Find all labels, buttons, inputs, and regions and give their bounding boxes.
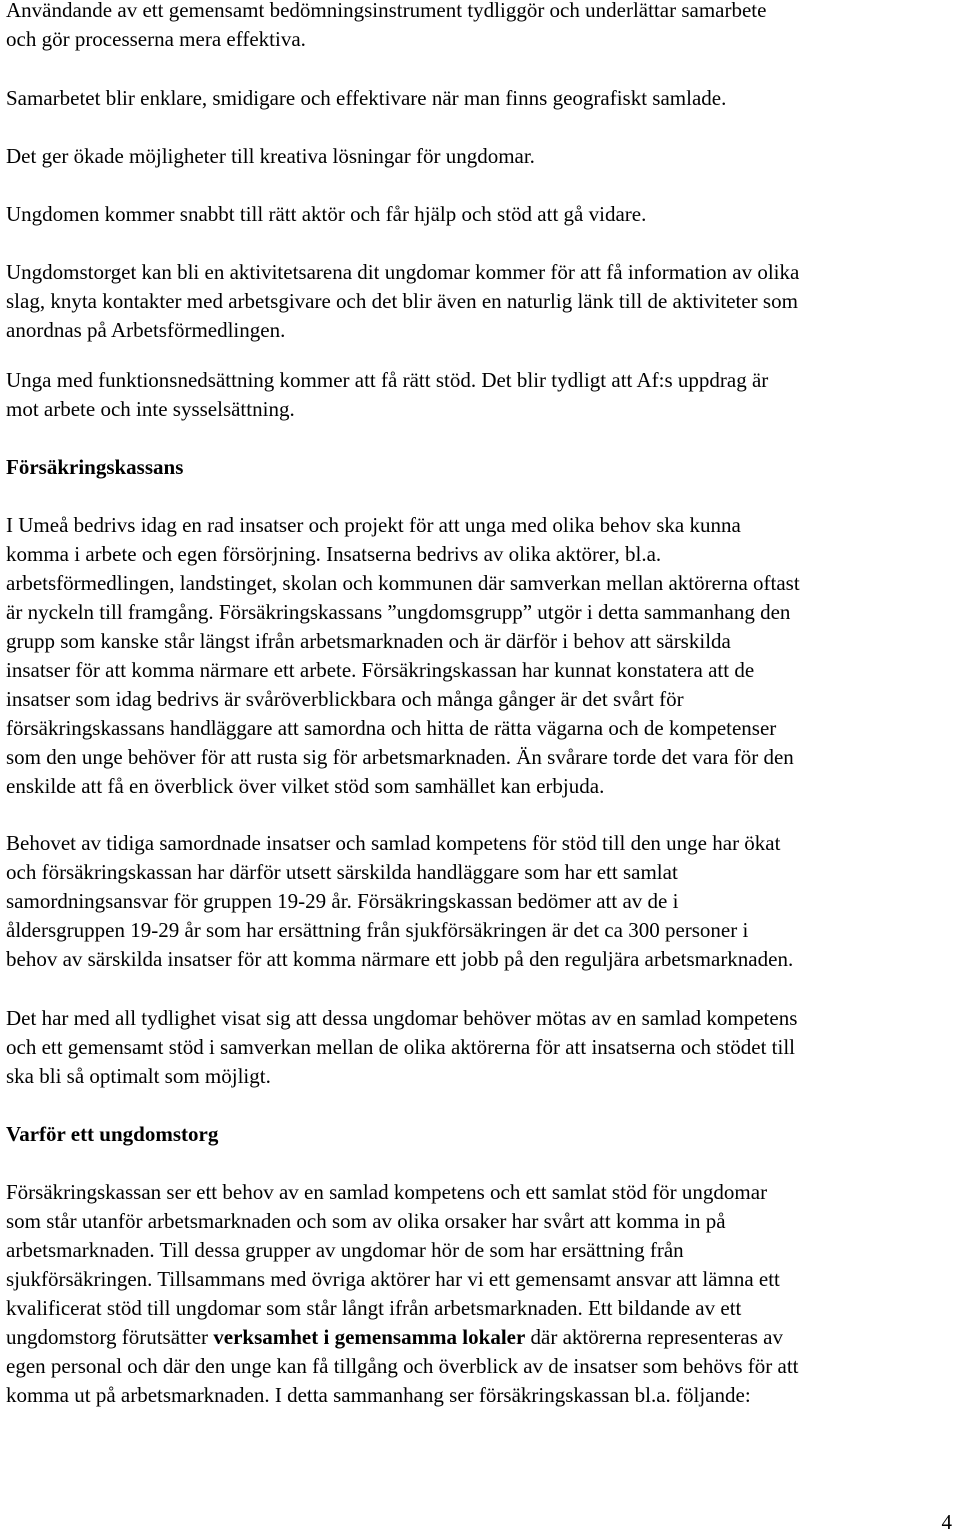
paragraph-coordinated-efforts: Behovet av tidiga samordnade insatser och samlad kompetens för stöd till den unge har ökat och försäkringskassan har därför utsett särskilda handläggare som har ett samlat samordningsansvar för gruppen 19-29 år. Försäkringskassan bedömer att av de i åldersgruppen 19-29 år som har ersättning från sjukförsäkringen är det ca 300 personer i behov av särskilda insatser för att komma närmare ett jobb på den reguljära arbetsmarknaden.: [6, 831, 794, 971]
paragraph-creative-solutions: Det ger ökade möjligheter till kreativa lösningar för ungdomar.: [6, 144, 535, 168]
heading-forsakringskassans: Försäkringskassans: [6, 455, 184, 479]
paragraph-need-for-youth-square: [6, 1178, 799, 1410]
paragraph-disability-support: Unga med funktionsnedsättning kommer att få rätt stöd. Det blir tydligt att Af:s uppdrag är mot arbete och inte sysselsättning.: [6, 368, 769, 421]
bold-shared-premises: verksamhet i gemensamma lokaler: [213, 1325, 526, 1349]
paragraph-youth-square-arena: Ungdomstorget kan bli en aktivitetsarena dit ungdomar kommer för att få information av olika slag, knyta kontakter med arbetsgivare och det blir även en naturlig länk till de aktiviteter som anordnas på Arbetsförmedlingen.: [6, 260, 800, 342]
paragraph-right-actor: Ungdomen kommer snabbt till rätt aktör och får hjälp och stöd att gå vidare.: [6, 202, 647, 226]
paragraph-text-after: där aktörerna representeras av egen personal och där den unge kan få tillgång och överblick av de insatser som behövs för att komma ut på arbetsmarknaden. I detta sammanhang ser försäkringskassan bl.a. följande:: [6, 1325, 799, 1407]
paragraph-assessment-tool: Användande av ett gemensamt bedömningsinstrument tydliggör och underlättar samarbete och gör processerna mera effektiva.: [6, 0, 767, 51]
heading-varfor-ungdomstorg: Varför ett ungdomstorg: [6, 1122, 219, 1146]
paragraph-text-before: Försäkringskassan ser ett behov av en samlad kompetens och ett samlat stöd för ungdomar som står utanför arbetsmarknaden och som av olika orsaker har svårt att komma in på arbetsmarknaden. Till dessa grupper av ungdomar hör de som har ersättning från sjukförsäkringen. Tillsammans med övriga aktörer har vi ett gemensamt ansvar att lämna ett kvalificerat stöd till ungdomar som står långt ifrån arbetsmarknaden. Ett bildande av ett ungdomstorg förutsätter: [6, 1180, 780, 1349]
paragraph-umea-initiatives: I Umeå bedrivs idag en rad insatser och projekt för att unga med olika behov ska kunna komma i arbete och egen försörjning. Insatserna bedrivs av olika aktörer, bl.a. arbetsförmedlingen, landstinget, skolan och kommunen där samverkan mellan aktörerna oftast är nyckeln till framgång. Försäkringskassans ”ungdomsgrupp” utgör i detta sammanhang den grupp som kanske står längst ifrån arbetsmarknaden och är därför i behov att särskilda insatser för att komma närmare ett arbete. Försäkringskassan har kunnat konstatera att de insatser som idag bedrivs är svåröverblickbara och många gånger är det svårt för försäkringskassans handläggare att samordna och hitta de rätta vägarna och de kompetenser som den unge behöver för att rusta sig för arbetsmarknaden. Än svårare torde det vara för den enskilde att få en överblick över vilket stöd som samhället kan erbjuda.: [6, 513, 800, 798]
page-number: 4: [941, 1510, 952, 1534]
paragraph-geographic-collaboration: Samarbetet blir enklare, smidigare och effektivare när man finns geografiskt samlade.: [6, 86, 727, 110]
paragraph-collected-competence: Det har med all tydlighet visat sig att dessa ungdomar behöver mötas av en samlad kompetens och ett gemensamt stöd i samverkan mellan de olika aktörerna för att insatserna och stödet till ska bli så optimalt som möjligt.: [6, 1006, 798, 1088]
